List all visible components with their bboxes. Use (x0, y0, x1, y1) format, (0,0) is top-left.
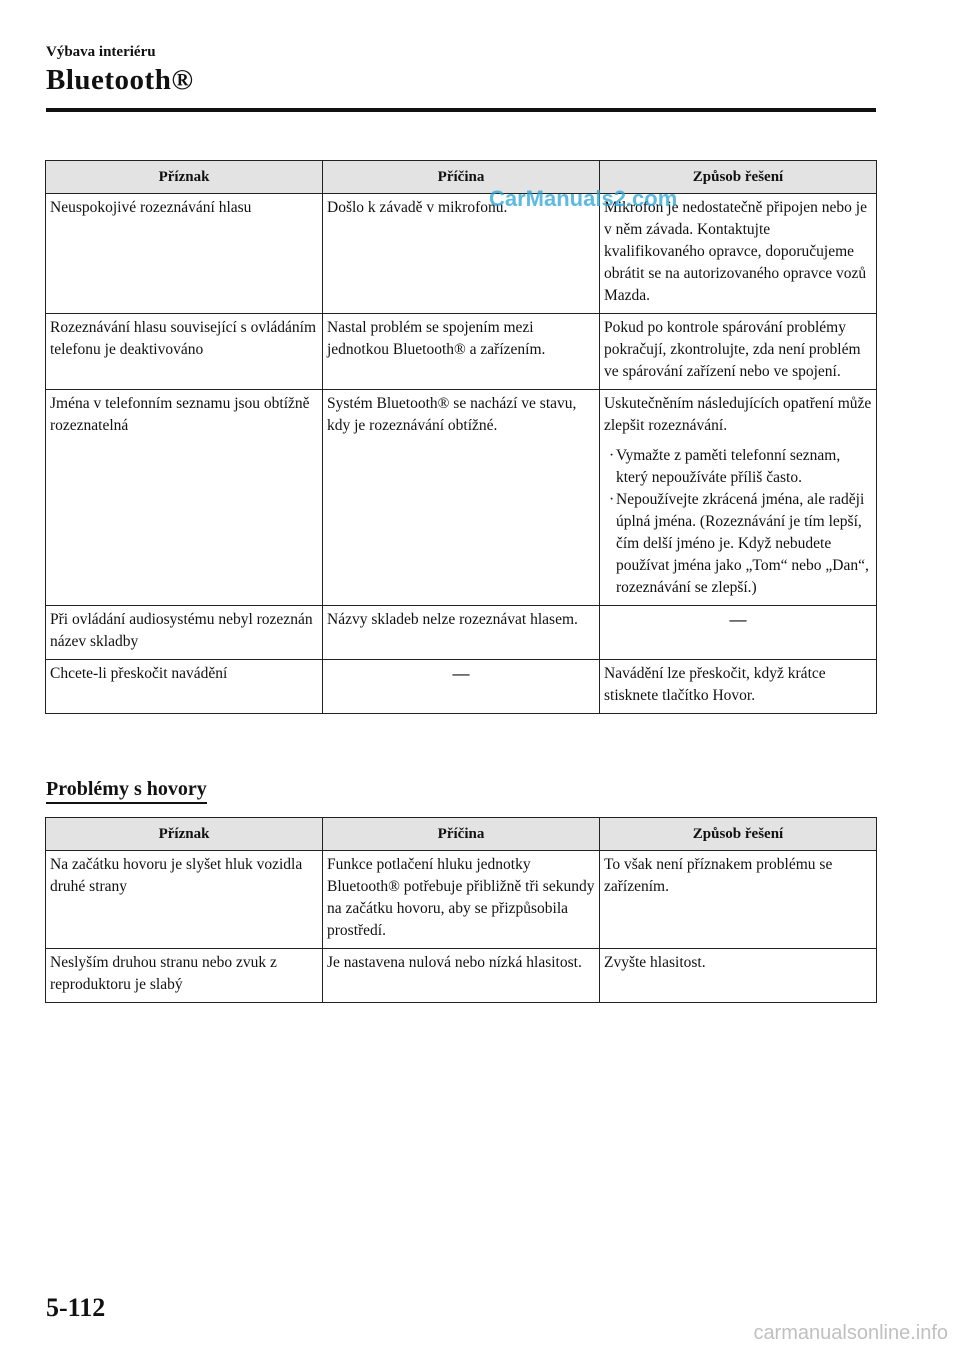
cause-cell: Názvy skladeb nelze rozeznávat hlasem. (323, 606, 600, 660)
remedy-cell: Pokud po kontrole spárování problémy pokračují, zkontrolujte, zda není problém ve spárování zařízení nebo ve spojení. (600, 314, 877, 390)
page-number: 5-112 (46, 1293, 106, 1322)
section-label: Výbava interiéru (46, 44, 156, 60)
table-header-row (46, 161, 877, 194)
symptom-cell: Rozeznávání hlasu související s ovládáním telefonu je deaktivováno (46, 314, 323, 390)
cause-cell: — (323, 660, 600, 714)
remedy-cell: — (600, 606, 877, 660)
remedy-cell: Navádění lze přeskočit, když krátce stisknete tlačítko Hovor. (600, 660, 877, 714)
remedy-bullet: · Vymažte z paměti telefonní seznam, který nepoužíváte příliš často. (604, 445, 872, 489)
watermark-top: CarManuals2.com (489, 186, 678, 211)
table-header-row (46, 818, 877, 851)
cause-cell: Je nastavena nulová nebo nízká hlasitost. (323, 949, 600, 1003)
col-cause-header: Příčina (323, 161, 600, 194)
cause-cell: Funkce potlačení hluku jednotky Bluetooth® potřebuje přibližně tři sekundy na začátku hovoru, aby se přizpůsobila prostředí. (323, 851, 600, 949)
symptom-cell: Chcete-li přeskočit navádění (46, 660, 323, 714)
page-title: Bluetooth® (46, 64, 194, 96)
col-remedy-header: Způsob řešení (600, 161, 877, 194)
voice-recognition-table (45, 160, 877, 714)
watermark-bottom: carmanualsonline.info (753, 1322, 948, 1344)
remedy-cell: Zvyšte hlasitost. (600, 949, 877, 1003)
table-row (46, 390, 877, 606)
table-row (46, 194, 877, 314)
symptom-cell: Neuspokojivé rozeznávání hlasu (46, 194, 323, 314)
remedy-text: Uskutečněním následujících opatření může zlepšit rozeznávání. (604, 395, 872, 434)
col-remedy-header: Způsob řešení (600, 818, 877, 851)
symptom-cell: Jména v telefonním seznamu jsou obtížně rozeznatelná (46, 390, 323, 606)
title-rule (46, 108, 876, 112)
table-row (46, 314, 877, 390)
remedy-bullet-list (604, 445, 872, 599)
symptom-cell: Na začátku hovoru je slyšet hluk vozidla druhé strany (46, 851, 323, 949)
call-problems-heading: Problémy s hovory (46, 778, 207, 804)
col-cause-header: Příčina (323, 818, 600, 851)
remedy-cell (600, 390, 877, 606)
symptom-cell: Neslyším druhou stranu nebo zvuk z reproduktoru je slabý (46, 949, 323, 1003)
cause-cell: Nastal problém se spojením mezi jednotkou Bluetooth® a zařízením. (323, 314, 600, 390)
symptom-cell: Při ovládání audiosystému nebyl rozeznán název skladby (46, 606, 323, 660)
col-symptom-header: Příznak (46, 161, 323, 194)
table-row (46, 851, 877, 949)
call-problems-table (45, 817, 877, 1003)
table-row (46, 949, 877, 1003)
table-row (46, 660, 877, 714)
col-symptom-header: Příznak (46, 818, 323, 851)
cause-cell: Systém Bluetooth® se nachází ve stavu, kdy je rozeznávání obtížné. (323, 390, 600, 606)
remedy-bullet: · Nepoužívejte zkrácená jména, ale raději úplná jména. (Rozeznávání je tím lepší, čím delší jméno je. Když nebudete používat jména jako „Tom“ nebo „Dan“, rozeznávání se zlepší.) (604, 489, 872, 599)
cause-cell: Došlo k závadě v mikrofonu. (323, 194, 600, 314)
remedy-cell: Mikrofon je nedostatečně připojen nebo je v něm závada. Kontaktujte kvalifikovaného opravce, doporučujeme obrátit se na autorizovaného opravce vozů Mazda. (600, 194, 877, 314)
table-row (46, 606, 877, 660)
remedy-cell: To však není příznakem problému se zařízením. (600, 851, 877, 949)
